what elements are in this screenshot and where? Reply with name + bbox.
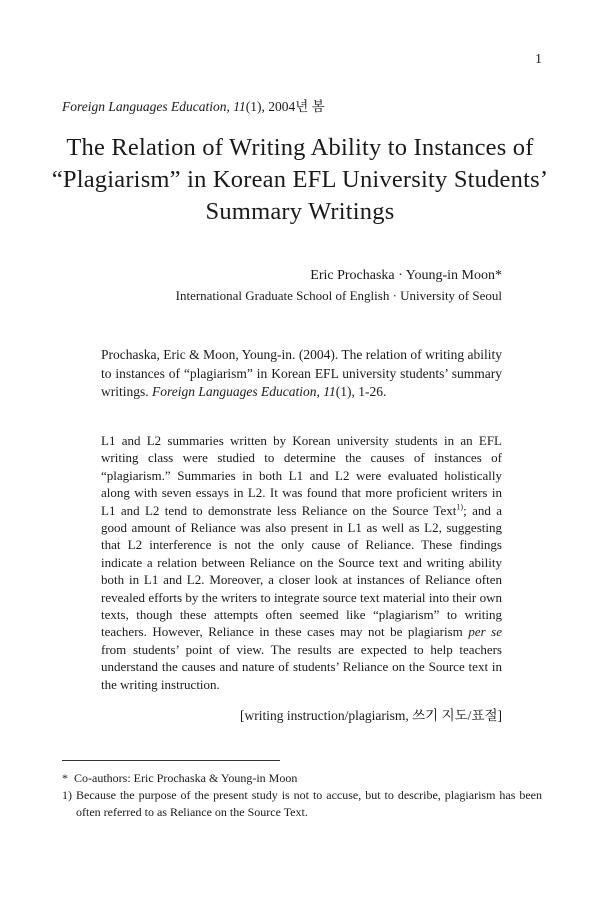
- title-line-3: Summary Writings: [205, 198, 395, 225]
- abstract-part-1: L1 and L2 summaries written by Korean university students in an EFL writing class were studied to determine the causes of instances of “plagiarism.” Summaries in both L1 and L2 were evaluated holistically along with seven essays in L2. It was found that more proficient writers in L1 and L2 tend to demonstrate less Reliance on the Source Text: [101, 433, 502, 518]
- footnote-text: Co-authors: Eric Prochaska & Young-in Moon: [74, 771, 298, 785]
- footnote-item: [62, 787, 542, 821]
- author-names: Eric Prochaska · Young-in Moon*: [310, 268, 502, 283]
- citation-journal: Foreign Languages Education, 11: [152, 384, 336, 399]
- journal-header: [62, 95, 325, 115]
- footnote-mark: 1): [62, 788, 72, 802]
- abstract: [101, 432, 502, 693]
- journal-name: Foreign Languages Education,: [62, 99, 230, 114]
- keywords: [writing instruction/plagiarism, 쓰기 지도/표절]: [240, 708, 502, 723]
- journal-issue: (1),: [245, 99, 265, 114]
- footnote-reference: 1): [456, 502, 464, 512]
- citation-pages: (1), 1-26.: [335, 384, 387, 399]
- footnote-divider: [62, 760, 280, 761]
- abstract-part-3: from students’ point of view. The results are expected to help teachers understand the causes and nature of students’ Reliance on the Source text in the writing instruction.: [101, 641, 502, 692]
- footnote-text: Because the purpose of the present study is not to accuse, but to describe, plagiarism has been often referred to as Reliance on the Source Text.: [76, 788, 542, 819]
- title-line-2: “Plagiarism” in Korean EFL University Students’: [51, 166, 549, 193]
- journal-date: 2004년 봄: [268, 99, 325, 114]
- page-number: 1: [535, 52, 542, 67]
- footnote-item: [62, 770, 542, 787]
- journal-volume: 11: [233, 99, 246, 114]
- footnote-mark: *: [62, 771, 68, 785]
- citation-text: Prochaska, Eric & Moon, Young-in. (2004). The relation of writing ability to instances of “plagiarism” in Korean EFL university students’ summary writings.: [101, 347, 502, 399]
- author-affiliation: International Graduate School of English · University of Seoul: [175, 288, 502, 303]
- footnotes: [62, 770, 542, 821]
- title-line-1: The Relation of Writing Ability to Instances of: [66, 134, 534, 161]
- citation-block: [101, 346, 502, 402]
- paper-title: [40, 132, 560, 228]
- abstract-italic-phrase: per se: [468, 624, 502, 640]
- abstract-part-2: ; and a good amount of Reliance was also present in L1 as well as L2, suggesting that L2 interference is not the only cause of Reliance. These findings indicate a relation between Reliance on the Source text and writing ability both in L1 and L2. Moreover, a closer look at instances of Reliance often revealed efforts by the writers to integrate source text material into their own texts, though these attempts often seemed like “plagiarism” to writing teachers. However, Reliance in these cases may not be plagiarism: [101, 502, 502, 640]
